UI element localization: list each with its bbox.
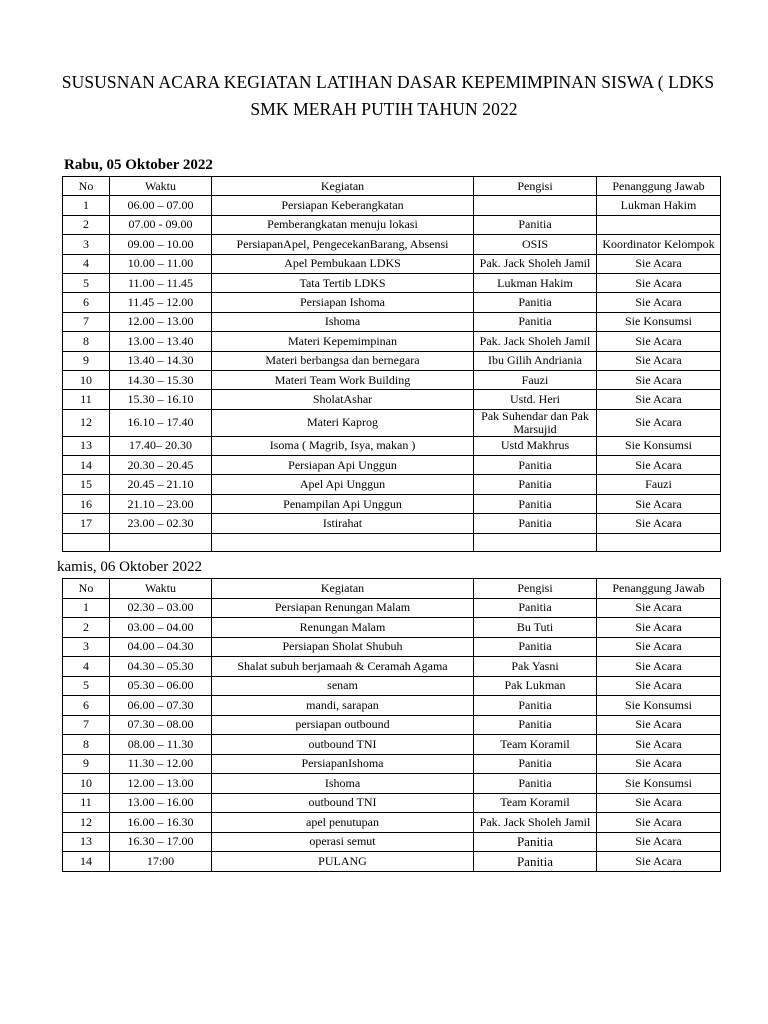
day2-schedule-table xyxy=(62,578,721,872)
day2-kegiatan-cell: persiapan outbound xyxy=(212,715,474,735)
table-row xyxy=(63,293,721,312)
table-row xyxy=(63,390,721,409)
day2-kegiatan-cell: PULANG xyxy=(212,852,474,872)
day2-pengisi-cell: Panitia xyxy=(474,598,597,618)
day2-header-kegiatan-cell: Kegiatan xyxy=(212,579,474,599)
day1-kegiatan-cell: Materi Team Work Building xyxy=(212,370,474,389)
day2-waktu-cell: 12.00 – 13.00 xyxy=(110,774,212,794)
day1-no-cell: 5 xyxy=(63,273,110,292)
table-row xyxy=(63,832,721,852)
day2-no-cell: 5 xyxy=(63,676,110,696)
day2-no-cell: 2 xyxy=(63,618,110,638)
day1-pengisi-cell: Ustd. Heri xyxy=(474,390,597,409)
day1-waktu-cell: 16.10 – 17.40 xyxy=(110,409,212,436)
blank-row xyxy=(63,533,721,551)
day1-penanggung-jawab-cell: Sie Acara xyxy=(597,409,721,436)
day2-header-penanggung-jawab-cell: Penanggung Jawab xyxy=(597,579,721,599)
day1-kegiatan-cell: Materi berbangsa dan bernegara xyxy=(212,351,474,370)
table-row xyxy=(63,215,721,234)
table-row xyxy=(63,637,721,657)
day2-pengisi-cell: Panitia xyxy=(474,832,597,852)
day2-no-cell: 1 xyxy=(63,598,110,618)
day1-waktu-cell: 13.40 – 14.30 xyxy=(110,351,212,370)
day1-kegiatan-cell: Ishoma xyxy=(212,312,474,331)
document-title-line2: SMK MERAH PUTIH TAHUN 2022 xyxy=(250,99,518,119)
table-row xyxy=(63,514,721,533)
day1-header-no-cell: No xyxy=(63,177,110,196)
day1-penanggung-jawab-cell: Lukman Hakim xyxy=(597,196,721,215)
table-row xyxy=(63,370,721,389)
day2-header-waktu-cell: Waktu xyxy=(110,579,212,599)
day1-label: Rabu, 05 Oktober 2022 xyxy=(64,157,213,173)
day1-pengisi-cell: Panitia xyxy=(474,312,597,331)
day1-no-cell: 10 xyxy=(63,370,110,389)
day2-no-cell: 7 xyxy=(63,715,110,735)
day1-no-cell: 12 xyxy=(63,409,110,436)
day2-no-cell: 9 xyxy=(63,754,110,774)
day1-no-cell: 6 xyxy=(63,293,110,312)
day1-penanggung-jawab-cell: Fauzi xyxy=(597,475,721,494)
day1-waktu-cell: 21.10 – 23.00 xyxy=(110,494,212,513)
day1-penanggung-jawab-cell: Sie Konsumsi xyxy=(597,312,721,331)
day2-waktu-cell: 02.30 – 03.00 xyxy=(110,598,212,618)
day2-penanggung-jawab-cell: Sie Acara xyxy=(597,852,721,872)
day2-kegiatan-cell: Persiapan Renungan Malam xyxy=(212,598,474,618)
day1-waktu-cell: 17.40– 20.30 xyxy=(110,436,212,455)
day1-no-cell: 9 xyxy=(63,351,110,370)
day1-penanggung-jawab-cell: Sie Acara xyxy=(597,390,721,409)
day1-kegiatan-cell: Persiapan Keberangkatan xyxy=(212,196,474,215)
day2-waktu-cell: 03.00 – 04.00 xyxy=(110,618,212,638)
day2-penanggung-jawab-cell: Sie Konsumsi xyxy=(597,774,721,794)
day2-penanggung-jawab-cell: Sie Acara xyxy=(597,832,721,852)
day2-no-cell: 4 xyxy=(63,657,110,677)
day2-waktu-cell: 16.30 – 17.00 xyxy=(110,832,212,852)
table-row xyxy=(63,254,721,273)
day2-kegiatan-cell: operasi semut xyxy=(212,832,474,852)
day1-pengisi-cell: Ustd Makhrus xyxy=(474,436,597,455)
day2-no-cell: 3 xyxy=(63,637,110,657)
table-row xyxy=(63,657,721,677)
day1-pengisi-cell: Panitia xyxy=(474,514,597,533)
day1-header-waktu-cell: Waktu xyxy=(110,177,212,196)
table-row xyxy=(63,273,721,292)
day1-no-cell: 15 xyxy=(63,475,110,494)
day1-waktu-cell: 20.45 – 21.10 xyxy=(110,475,212,494)
day2-pengisi-cell: Pak Lukman xyxy=(474,676,597,696)
day2-penanggung-jawab-cell: Sie Acara xyxy=(597,637,721,657)
day2-no-cell: 11 xyxy=(63,793,110,813)
day2-penanggung-jawab-cell: Sie Acara xyxy=(597,618,721,638)
day2-kegiatan-cell: outbound TNI xyxy=(212,735,474,755)
day1-penanggung-jawab-cell: Sie Acara xyxy=(597,494,721,513)
day2-waktu-cell: 06.00 – 07.30 xyxy=(110,696,212,716)
table-row xyxy=(63,598,721,618)
day1-waktu-cell: 12.00 – 13.00 xyxy=(110,312,212,331)
day2-pengisi-cell: Pak Yasni xyxy=(474,657,597,677)
day1-pengisi-cell: Panitia xyxy=(474,293,597,312)
table-row xyxy=(63,436,721,455)
day2-no-cell: 14 xyxy=(63,852,110,872)
day2-waktu-cell: 17:00 xyxy=(110,852,212,872)
day1-blank-kegiatan-cell xyxy=(212,533,474,551)
table-row xyxy=(63,332,721,351)
table-row xyxy=(63,351,721,370)
day1-kegiatan-cell: Materi Kaprog xyxy=(212,409,474,436)
day1-kegiatan-cell: Isoma ( Magrib, Isya, makan ) xyxy=(212,436,474,455)
table-row xyxy=(63,494,721,513)
day2-waktu-cell: 07.30 – 08.00 xyxy=(110,715,212,735)
day1-no-cell: 8 xyxy=(63,332,110,351)
day1-penanggung-jawab-cell: Koordinator Kelompok xyxy=(597,235,721,254)
day2-penanggung-jawab-cell: Sie Acara xyxy=(597,598,721,618)
day1-penanggung-jawab-cell: Sie Acara xyxy=(597,273,721,292)
day1-pengisi-cell: Pak. Jack Sholeh Jamil xyxy=(474,332,597,351)
day1-kegiatan-cell: Pemberangkatan menuju lokasi xyxy=(212,215,474,234)
day2-penanggung-jawab-cell: Sie Acara xyxy=(597,676,721,696)
day2-header-pengisi-cell: Pengisi xyxy=(474,579,597,599)
day2-waktu-cell: 11.30 – 12.00 xyxy=(110,754,212,774)
day1-penanggung-jawab-cell: Sie Acara xyxy=(597,254,721,273)
table-row xyxy=(63,475,721,494)
day2-waktu-cell: 05.30 – 06.00 xyxy=(110,676,212,696)
day2-pengisi-cell: Panitia xyxy=(474,852,597,872)
day1-header-kegiatan-cell: Kegiatan xyxy=(212,177,474,196)
table-row xyxy=(63,715,721,735)
day2-pengisi-cell: Panitia xyxy=(474,774,597,794)
day2-kegiatan-cell: apel penutupan xyxy=(212,813,474,833)
day1-pengisi-cell: Pak. Jack Sholeh Jamil xyxy=(474,254,597,273)
day1-kegiatan-cell: Penampilan Api Unggun xyxy=(212,494,474,513)
day1-penanggung-jawab-cell: Sie Acara xyxy=(597,293,721,312)
day1-header-penanggung-jawab-cell: Penanggung Jawab xyxy=(597,177,721,196)
day2-kegiatan-cell: mandi, sarapan xyxy=(212,696,474,716)
day2-waktu-cell: 04.00 – 04.30 xyxy=(110,637,212,657)
day1-no-cell: 2 xyxy=(63,215,110,234)
table-row xyxy=(63,774,721,794)
day1-penanggung-jawab-cell: Sie Acara xyxy=(597,456,721,475)
day2-kegiatan-cell: Renungan Malam xyxy=(212,618,474,638)
day1-blank-no-cell xyxy=(63,533,110,551)
day1-pengisi-cell xyxy=(474,196,597,215)
table-row xyxy=(63,312,721,331)
day1-waktu-cell: 09.00 – 10.00 xyxy=(110,235,212,254)
day1-no-cell: 4 xyxy=(63,254,110,273)
day2-pengisi-cell: Panitia xyxy=(474,637,597,657)
day1-waktu-cell: 23.00 – 02.30 xyxy=(110,514,212,533)
day1-kegiatan-cell: Tata Tertib LDKS xyxy=(212,273,474,292)
day1-penanggung-jawab-cell: Sie Acara xyxy=(597,514,721,533)
day2-pengisi-cell: Panitia xyxy=(474,754,597,774)
table-row xyxy=(63,793,721,813)
day1-no-cell: 14 xyxy=(63,456,110,475)
day1-pengisi-cell: Pak Suhendar dan Pak Marsujid xyxy=(474,409,597,436)
day2-no-cell: 10 xyxy=(63,774,110,794)
day1-blank-waktu-cell xyxy=(110,533,212,551)
day1-waktu-cell: 20.30 – 20.45 xyxy=(110,456,212,475)
table-row xyxy=(63,735,721,755)
day1-pengisi-cell: Panitia xyxy=(474,494,597,513)
table-header-row xyxy=(63,579,721,599)
day2-header-no-cell: No xyxy=(63,579,110,599)
day1-schedule-table xyxy=(62,176,721,552)
day2-waktu-cell: 16.00 – 16.30 xyxy=(110,813,212,833)
day2-penanggung-jawab-cell: Sie Acara xyxy=(597,735,721,755)
day1-waktu-cell: 07.00 - 09.00 xyxy=(110,215,212,234)
day1-kegiatan-cell: Materi Kepemimpinan xyxy=(212,332,474,351)
day1-penanggung-jawab-cell xyxy=(597,215,721,234)
day1-kegiatan-cell: SholatAshar xyxy=(212,390,474,409)
table-row xyxy=(63,696,721,716)
day1-no-cell: 7 xyxy=(63,312,110,331)
table-row xyxy=(63,852,721,872)
day1-kegiatan-cell: Apel Api Unggun xyxy=(212,475,474,494)
document-title-line1: SUSUSNAN ACARA KEGIATAN LATIHAN DASAR KEPEMIMPINAN SISWA ( LDKS xyxy=(61,72,715,92)
table-row xyxy=(63,456,721,475)
day1-pengisi-cell: OSIS xyxy=(474,235,597,254)
table-row xyxy=(63,618,721,638)
day1-pengisi-cell: Panitia xyxy=(474,456,597,475)
day1-pengisi-cell: Fauzi xyxy=(474,370,597,389)
day2-kegiatan-cell: Shalat subuh berjamaah & Ceramah Agama xyxy=(212,657,474,677)
day2-pengisi-cell: Bu Tuti xyxy=(474,618,597,638)
day2-pengisi-cell: Pak. Jack Sholeh Jamil xyxy=(474,813,597,833)
day2-no-cell: 8 xyxy=(63,735,110,755)
day1-no-cell: 16 xyxy=(63,494,110,513)
day1-kegiatan-cell: PersiapanApel, PengecekanBarang, Absensi xyxy=(212,235,474,254)
day1-waktu-cell: 15.30 – 16.10 xyxy=(110,390,212,409)
day2-pengisi-cell: Panitia xyxy=(474,715,597,735)
day1-no-cell: 11 xyxy=(63,390,110,409)
day1-waktu-cell: 11.00 – 11.45 xyxy=(110,273,212,292)
day2-penanggung-jawab-cell: Sie Konsumsi xyxy=(597,696,721,716)
day2-waktu-cell: 13.00 – 16.00 xyxy=(110,793,212,813)
day1-kegiatan-cell: Persiapan Api Unggun xyxy=(212,456,474,475)
day1-waktu-cell: 06.00 – 07.00 xyxy=(110,196,212,215)
table-row xyxy=(63,676,721,696)
day1-kegiatan-cell: Persiapan Ishoma xyxy=(212,293,474,312)
day1-waktu-cell: 14.30 – 15.30 xyxy=(110,370,212,389)
day2-no-cell: 12 xyxy=(63,813,110,833)
day2-kegiatan-cell: outbound TNI xyxy=(212,793,474,813)
day1-kegiatan-cell: Apel Pembukaan LDKS xyxy=(212,254,474,273)
day2-no-cell: 6 xyxy=(63,696,110,716)
day1-waktu-cell: 10.00 – 11.00 xyxy=(110,254,212,273)
day2-kegiatan-cell: PersiapanIshoma xyxy=(212,754,474,774)
day1-pengisi-cell: Ibu Gilih Andriania xyxy=(474,351,597,370)
day1-penanggung-jawab-cell: Sie Acara xyxy=(597,332,721,351)
day2-penanggung-jawab-cell: Sie Acara xyxy=(597,813,721,833)
day1-header-pengisi-cell: Pengisi xyxy=(474,177,597,196)
day2-pengisi-cell: Team Koramil xyxy=(474,735,597,755)
table-row xyxy=(63,235,721,254)
table-header-row xyxy=(63,177,721,196)
day1-kegiatan-cell: Istirahat xyxy=(212,514,474,533)
day2-kegiatan-cell: Persiapan Sholat Shubuh xyxy=(212,637,474,657)
day1-penanggung-jawab-cell: Sie Acara xyxy=(597,351,721,370)
day1-pengisi-cell: Panitia xyxy=(474,215,597,234)
day1-pengisi-cell: Panitia xyxy=(474,475,597,494)
day1-waktu-cell: 13.00 – 13.40 xyxy=(110,332,212,351)
day2-penanggung-jawab-cell: Sie Acara xyxy=(597,715,721,735)
day1-no-cell: 1 xyxy=(63,196,110,215)
day1-no-cell: 3 xyxy=(63,235,110,254)
day2-waktu-cell: 08.00 – 11.30 xyxy=(110,735,212,755)
day2-kegiatan-cell: senam xyxy=(212,676,474,696)
day1-blank-pengisi-cell xyxy=(474,533,597,551)
day1-no-cell: 17 xyxy=(63,514,110,533)
table-row xyxy=(63,196,721,215)
day1-penanggung-jawab-cell: Sie Konsumsi xyxy=(597,436,721,455)
day2-waktu-cell: 04.30 – 05.30 xyxy=(110,657,212,677)
table-row xyxy=(63,754,721,774)
day1-blank-penanggung-jawab-cell xyxy=(597,533,721,551)
day2-pengisi-cell: Team Koramil xyxy=(474,793,597,813)
day2-kegiatan-cell: Ishoma xyxy=(212,774,474,794)
day2-label: kamis, 06 Oktober 2022 xyxy=(57,559,202,575)
day1-waktu-cell: 11.45 – 12.00 xyxy=(110,293,212,312)
table-row xyxy=(63,409,721,436)
day1-penanggung-jawab-cell: Sie Acara xyxy=(597,370,721,389)
day2-penanggung-jawab-cell: Sie Acara xyxy=(597,657,721,677)
day2-penanggung-jawab-cell: Sie Acara xyxy=(597,754,721,774)
day2-penanggung-jawab-cell: Sie Acara xyxy=(597,793,721,813)
day2-pengisi-cell: Panitia xyxy=(474,696,597,716)
table-row xyxy=(63,813,721,833)
day1-no-cell: 13 xyxy=(63,436,110,455)
day1-pengisi-cell: Lukman Hakim xyxy=(474,273,597,292)
day2-no-cell: 13 xyxy=(63,832,110,852)
